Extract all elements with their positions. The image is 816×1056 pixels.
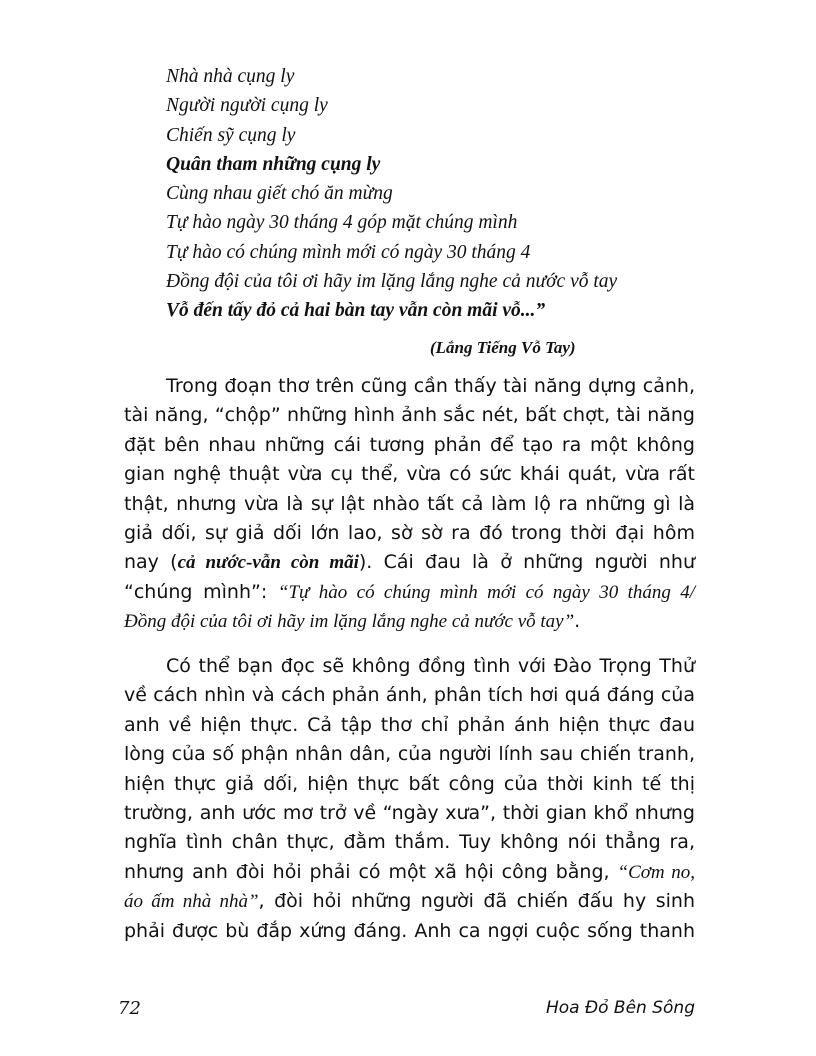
paragraph-line — [124, 578, 695, 607]
paragraph-line — [124, 887, 695, 916]
poem-line: Người người cụng ly — [166, 95, 328, 117]
page-number: 72 — [118, 998, 141, 1019]
poem-line: Đồng đội của tôi ơi hãy im lặng lắng nghe cả nước vỗ tay — [166, 271, 618, 293]
poem-line: Tự hào có chúng mình mới có ngày 30 tháng 4 — [166, 241, 531, 263]
paragraph-line: anh về hiện thực. Cả tập thơ chỉ phản ánh hiện thực đau — [124, 713, 695, 736]
text-run: “chúng mình”: — [124, 580, 278, 603]
paragraph-line — [124, 607, 695, 636]
poem-line: Nhà nhà cụng ly — [166, 66, 295, 87]
poem-line: Tự hào ngày 30 tháng 4 góp mặt chúng mình — [166, 212, 518, 234]
quoted-verse: áo ấm nhà nhà” — [124, 891, 259, 913]
paragraph-line: thật, nhưng vừa là sự lật nhào tất cả làm lộ ra những gì là — [124, 492, 695, 515]
body-paragraph-2 — [124, 652, 695, 946]
body-paragraph-1 — [124, 372, 695, 637]
running-footer-title: Hoa Đỏ Bên Sông — [545, 998, 695, 1018]
quoted-verse: “Tự hào có chúng mình mới có ngày 30 tháng 4/ — [277, 581, 695, 603]
paragraph-line: hiện thực giả dối, hiện thực bất công của thời kinh tế thị — [124, 772, 695, 795]
text-run: ). Cái đau là ở những người như — [358, 551, 695, 574]
poem-attribution: (Lắng Tiếng Vỗ Tay) — [430, 338, 576, 357]
text-run: nay ( — [124, 551, 178, 574]
quoted-verse: “Cơm no, — [617, 861, 695, 883]
poem-line: Quân tham những cụng ly — [166, 153, 381, 175]
paragraph-line — [124, 548, 695, 577]
paragraph-line: về cách nhìn và cách phản ánh, phân tích hơi quá đáng của — [124, 684, 695, 707]
poem-excerpt — [166, 62, 617, 326]
poem-line: Chiến sỹ cụng ly — [166, 124, 296, 146]
text-run: , đòi hỏi những người đã chiến đấu hy sinh — [258, 890, 695, 913]
poem-line: Vỗ đến tấy đỏ cả hai bàn tay vẫn còn mãi vỗ...” — [166, 300, 546, 322]
poem-line: Cùng nhau giết chó ăn mừng — [166, 183, 393, 205]
emphasis-text: cả nước-vẫn còn mãi — [177, 552, 359, 574]
paragraph-line: phải được bù đắp xứng đáng. Anh ca ngợi cuộc sống thanh — [124, 919, 695, 942]
paragraph-line: nghĩa tình chân thực, đằm thắm. Tuy không nói thẳng ra, — [124, 831, 695, 854]
quoted-verse: Đồng đội của tôi ơi hãy im lặng lắng nghe cả nước vỗ tay” — [124, 611, 575, 633]
paragraph-line: đặt bên nhau những cái tương phản để tạo ra một không — [124, 433, 695, 456]
paragraph-line: Trong đoạn thơ trên cũng cần thấy tài năng dựng cảnh, — [166, 375, 695, 397]
paragraph-line: Có thể bạn đọc sẽ không đồng tình với Đào Trọng Thử — [166, 655, 695, 677]
paragraph-line: lòng của số phận nhân dân, của người lính sau chiến tranh, — [124, 743, 695, 766]
paragraph-line: tài năng, “chộp” những hình ảnh sắc nét, bất chợt, tài năng — [124, 404, 695, 427]
text-run: nhưng anh đòi hỏi phải có một xã hội công bằng, — [124, 860, 618, 883]
paragraph-line: trường, anh ước mơ trở về “ngày xưa”, thời gian khổ nhưng — [124, 802, 695, 825]
paragraph-line: gian nghệ thuật vừa cụ thể, vừa có sức khái quát, vừa rất — [124, 463, 695, 486]
paragraph-line: giả dối, sự giả dối lớn lao, sờ sờ ra đó trong thời đại hôm — [124, 522, 695, 545]
paragraph-line — [124, 858, 695, 887]
text-run: . — [574, 610, 581, 633]
